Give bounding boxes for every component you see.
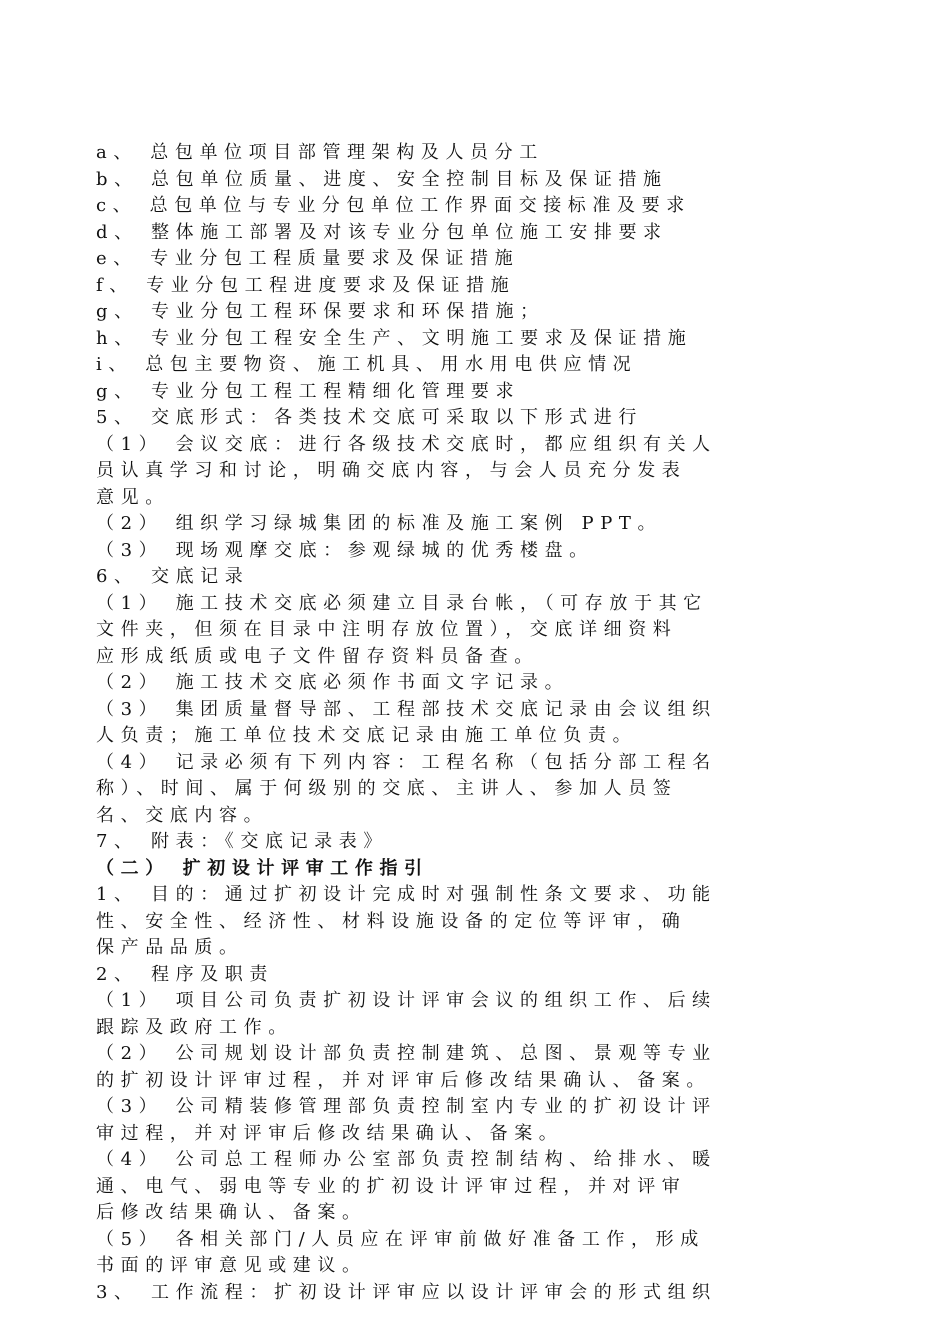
text-line: （1） 会议交底：进行各级技术交底时，都应组织有关人 bbox=[96, 433, 717, 455]
text-line: 审过程，并对评审后修改结果确认、备案。 bbox=[96, 1122, 564, 1144]
text-line: （1） 施工技术交底必须建立目录台帐，（可存放于其它 bbox=[96, 592, 708, 614]
text-line: （3） 公司精装修管理部负责控制室内专业的扩初设计评 bbox=[96, 1096, 717, 1117]
text-line: 文件夹，但须在目录中注明存放位置），交底详细资料 bbox=[96, 619, 678, 640]
text-line: 7、 附表：《交底记录表》 bbox=[96, 831, 388, 852]
text-line: 名、交底内容。 bbox=[96, 804, 269, 826]
text-line: h、 专业分包工程安全生产、文明施工要求及保证措施 bbox=[96, 327, 693, 349]
text-line: （5） 各相关部门/人员应在评审前做好准备工作，形成 bbox=[96, 1228, 705, 1250]
text-line: 书面的评审意见或建议。 bbox=[96, 1255, 367, 1276]
text-line: b、 总包单位质量、进度、安全控制目标及保证措施 bbox=[96, 168, 668, 190]
text-line: 性、安全性、经济性、材料设施设备的定位等评审，确 bbox=[96, 910, 687, 932]
text-line: 的扩初设计评审过程，并对评审后修改结果确认、备案。 bbox=[96, 1069, 711, 1091]
text-line: 人负责；施工单位技术交底记录由施工单位负责。 bbox=[96, 725, 638, 746]
text-line: e、 专业分包工程质量要求及保证措施 bbox=[96, 248, 520, 269]
text-line: d、 整体施工部署及对该专业分包单位施工安排要求 bbox=[96, 221, 668, 243]
text-line: （2） 公司规划设计部负责控制建筑、总图、景观等专业 bbox=[96, 1043, 717, 1064]
text-line: a、 总包单位项目部管理架构及人员分工 bbox=[96, 142, 544, 163]
document-body bbox=[96, 140, 831, 1306]
text-line: （4） 记录必须有下列内容：工程名称（包括分部工程名 bbox=[96, 751, 717, 773]
text-line: （2） 施工技术交底必须作书面文字记录。 bbox=[96, 672, 570, 693]
text-line: 后修改结果确认、备案。 bbox=[96, 1202, 367, 1223]
text-line: 意见。 bbox=[96, 486, 170, 508]
text-line: 员认真学习和讨论，明确交底内容，与会人员充分发表 bbox=[96, 460, 687, 481]
text-line: f、 专业分包工程进度要求及保证措施 bbox=[96, 274, 516, 296]
text-line: 3、 工作流程：扩初设计评审应以设计评审会的形式组织 bbox=[96, 1281, 717, 1303]
text-line: （3） 集团质量督导部、工程部技术交底记录由会议组织 bbox=[96, 698, 717, 720]
text-line: 6、 交底记录 bbox=[96, 566, 250, 587]
section-heading: （二） 扩初设计评审工作指引 bbox=[96, 857, 429, 879]
text-line: g、 专业分包工程环保要求和环保措施； bbox=[96, 301, 545, 322]
text-line: （4） 公司总工程师办公室部负责控制结构、给排水、暖 bbox=[96, 1149, 717, 1170]
text-line: 通、电气、弱电等专业的扩初设计评审过程，并对评审 bbox=[96, 1175, 687, 1197]
text-line: （2） 组织学习绿城集团的标准及施工案例 PPT。 bbox=[96, 513, 663, 534]
text-line: 5、 交底形式：各类技术交底可采取以下形式进行 bbox=[96, 407, 643, 428]
text-line: （1） 项目公司负责扩初设计评审会议的组织工作、后续 bbox=[96, 990, 717, 1011]
text-line: g、 专业分包工程工程精细化管理要求 bbox=[96, 380, 521, 402]
text-line: 应形成纸质或电子文件留存资料员备查。 bbox=[96, 645, 539, 667]
text-line: 2、 程序及职责 bbox=[96, 963, 274, 985]
text-line: i、 总包主要物资、施工机具、用水用电供应情况 bbox=[96, 354, 638, 375]
text-line: c、 总包单位与专业分包单位工作界面交接标准及要求 bbox=[96, 195, 691, 216]
text-line: （3） 现场观摩交底：参观绿城的优秀楼盘。 bbox=[96, 539, 594, 561]
text-line: 1、 目的：通过扩初设计完成时对强制性条文要求、功能 bbox=[96, 884, 717, 905]
text-line: 跟踪及政府工作。 bbox=[96, 1016, 293, 1038]
text-line: 称）、时间、属于何级别的交底、主讲人、参加人员签 bbox=[96, 778, 678, 799]
text-line: 保产品品质。 bbox=[96, 937, 244, 958]
